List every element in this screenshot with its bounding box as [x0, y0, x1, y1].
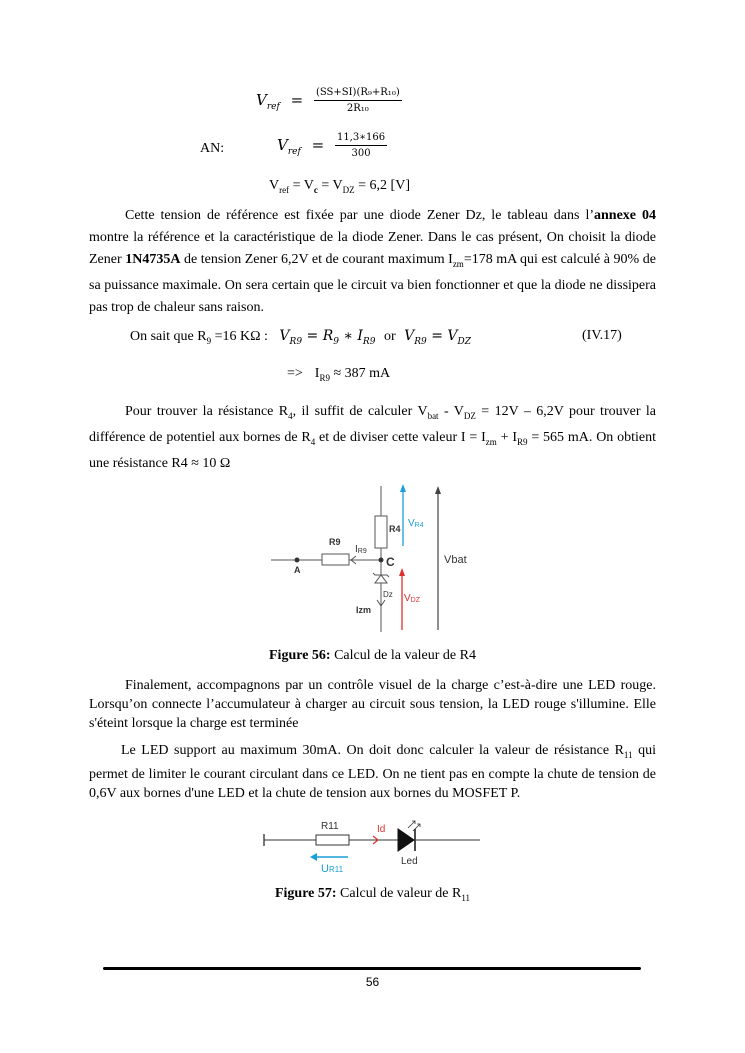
label-c: C [386, 555, 395, 569]
equation-vref-result: $V_{ref} = V_c = V_{DZ} = 6,2$ [V] [269, 178, 410, 195]
resistor-r9 [322, 554, 349, 565]
label-r11: R11 [321, 821, 339, 832]
node-c [379, 558, 384, 563]
label-r9: R9 [329, 537, 341, 547]
label-a: A [294, 565, 301, 575]
equation-vref-formula: $V_{ref}$ = $\frac{\text{(SS+SI)(R₉+R₁₀)}}{\text{2R₁₀}}$ [256, 87, 400, 114]
page-number: 56 [365, 975, 380, 989]
figure-56-caption: Figure 56: Calcul de la valeur de R4 [269, 648, 476, 663]
label-vdz: VDZ [404, 593, 421, 604]
resistor-r11 [316, 835, 349, 845]
paragraph-led-control: Finalement, accompagnons par un contrôle visuel de la charge c’est-à-dire une LED rouge. Lorsqu’on connecte l’accumulateur à charger au circuit sous tension, la LED rouge s'illumine. Elle s'éteint lorsque la charge est terminée [89, 678, 656, 731]
resistor-r4 [375, 516, 387, 548]
paragraph-r4-calculation: Pour trouver la résistance $R_4$, il suffit de calculer $V_{bat} - V_{DZ} = 12V - 6,2V$ pour trouver la différence de potentiel aux bornes de $R_4$ et de diviser cette valeur $I = I_{zm} + I_{R9} = 565$ mA. On obtient une résistance R4 ≈ 10 Ω [89, 404, 657, 471]
label-dz: Dz [383, 590, 393, 599]
figure-57-caption: Figure 57: Calcul de valeur de $R_{11}$ [274, 886, 471, 903]
node-a [295, 558, 300, 563]
figure-57-circuit [258, 815, 488, 877]
label-id: Id [377, 824, 386, 835]
figure-56-circuit [265, 480, 485, 640]
footer-divider [103, 967, 641, 970]
paragraph-zener-reference: Cette tension de référence est fixée par une diode Zener Dz, le tableau dans l’annexe 04 montre la référence et la caractéristique de la diode Zener. Dans le cas présent, On choisit la diode Zener 1N4735A de tension Zener 6,2V et de courant maximum $I_{zm}=178$ mA qui est calculé à 90% de sa puissance maximale. On sera certain que le circuit va bien fonctionner et que la diode ne dissipera pas trop de chaleur sans raison. [89, 208, 657, 315]
label-vr4: VR4 [408, 518, 424, 529]
paragraph-r11-calculation: Le LED support au maximum 30mA. On doit donc calculer la valeur de résistance $R_{11}$ qui permet de limiter le courant circulant dans ce LED. On ne tient pas en compte la chute de tension de 0,6V aux bornes d'une LED et la chute de tension aux bornes du MOSFET P. [89, 743, 656, 801]
equation-number: (IV.17) [582, 328, 622, 343]
equation-ir9-result: => $I_{R9} \approx 387$ mA [287, 366, 391, 383]
label-ur11: UR11 [321, 863, 344, 875]
label-led: Led [401, 856, 418, 867]
label-r4: R4 [389, 524, 401, 534]
equation-an-label: AN: [200, 141, 225, 156]
zener-diode-icon [375, 575, 387, 583]
led-icon [398, 829, 414, 851]
label-ir9: IR9 [355, 544, 367, 555]
label-vbat: Vbat [444, 554, 467, 566]
equation-vref-numeric: $V_{ref}$ = $\frac{11,3∗166}{300}$ [277, 132, 386, 159]
label-izm: Izm [356, 605, 372, 615]
equation-ir9-definition: On sait que $R_9 =16$ KΩ : $V_{R9} = R_9$ ∗ $I_{R9}$ or $V_{R9} = V_{DZ}$ [130, 328, 471, 347]
